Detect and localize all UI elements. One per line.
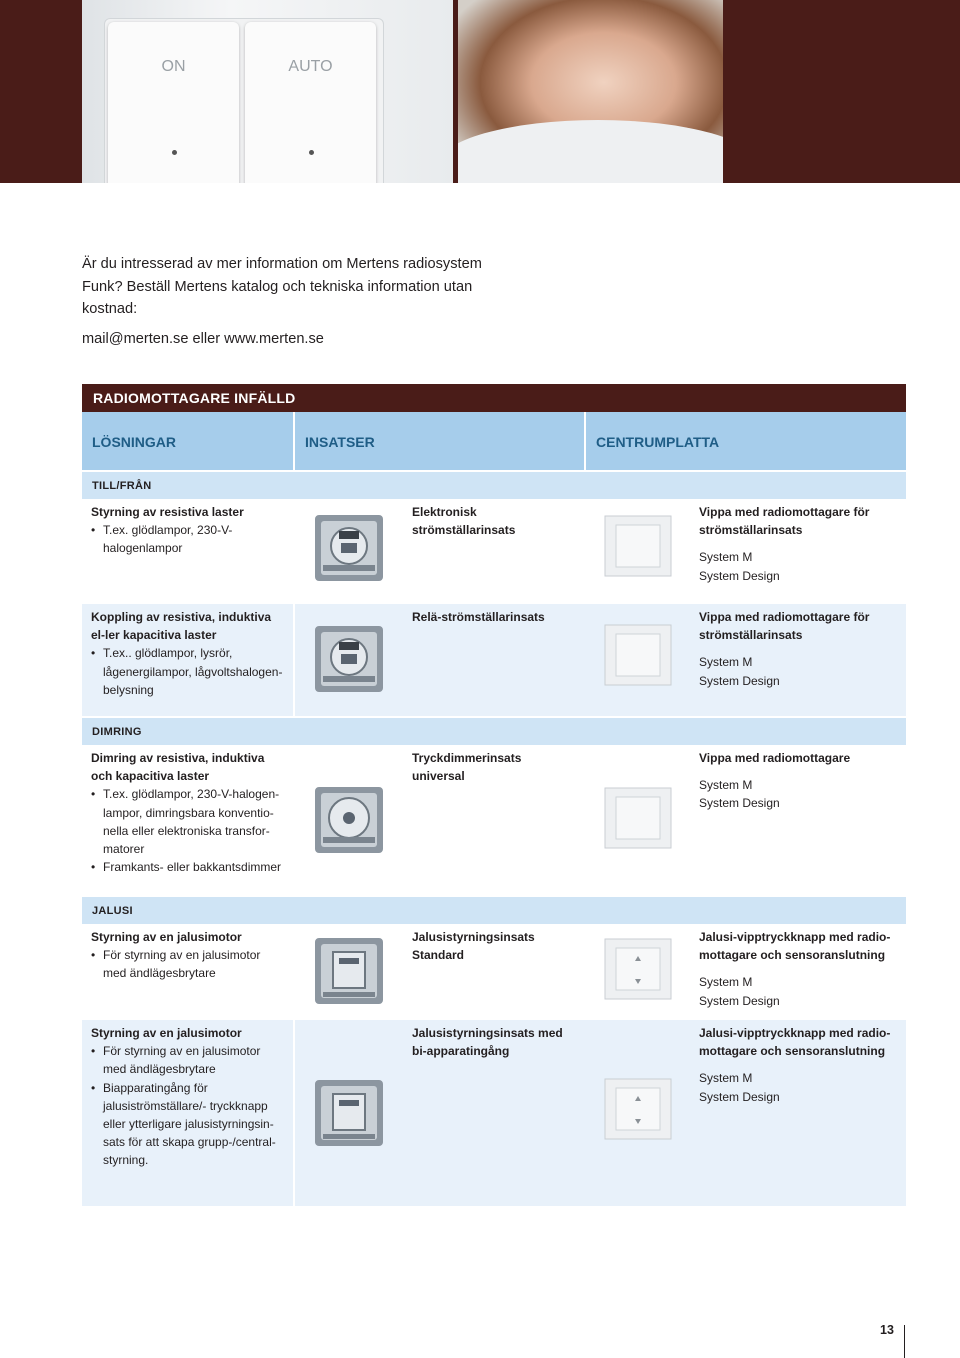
bullet-item: • T.ex. glödlampor, 230-V-halogen-lampor, dimringsbara konventio-nella eller elektroniska transfor-matorer: [103, 785, 284, 858]
spacer: [699, 964, 897, 973]
bullet-item: • Biapparatingång för jalusiströmställare/- tryckknapp eller ytterligare jalusistyrningsin-sats för att skapa grupp-/central-styrning.: [103, 1079, 284, 1170]
rocker-on-label: ON: [161, 58, 186, 75]
plate-cell: [690, 1020, 906, 1206]
solution-title: Styrning av en jalusimotor: [91, 1026, 242, 1040]
insert-name: Tryckdimmerinsats universal: [412, 751, 522, 784]
plate-system: System M: [699, 975, 753, 990]
page-number-rule: [904, 1325, 905, 1358]
solution-bullets: [91, 644, 284, 699]
led-dot: [309, 150, 314, 155]
page-number: 13: [880, 1323, 894, 1337]
bullet-item: • För styrning av en jalusimotor med ändlägesbrytare: [103, 1042, 284, 1078]
spacer: [699, 539, 897, 548]
dimmer-insert-image: [313, 785, 385, 855]
insert-image-cell: [295, 745, 403, 895]
plate-cell: [690, 924, 906, 1018]
insert-cell: [403, 1020, 586, 1206]
insert-cell: [403, 924, 586, 1018]
solution-bullets: [91, 521, 284, 557]
rocker-on: [108, 22, 239, 183]
plate-system: System M: [699, 655, 753, 670]
centre-plate-image: [604, 787, 672, 849]
section-header-till-fran: TILL/FRÅN: [82, 472, 906, 499]
table-title: RADIOMOTTAGARE INFÄLLD: [82, 384, 906, 412]
solution-bullets: [91, 946, 284, 982]
plate-title: Vippa med radiomottagare för strömställarinsats: [699, 610, 870, 643]
bullet-item: • Framkants- eller bakkantsdimmer: [103, 858, 284, 876]
plate-image-cell: [586, 499, 690, 602]
insert-image-cell: [295, 604, 403, 716]
insert-image-cell: [295, 499, 403, 602]
solution-title: Koppling av resistiva, induktiva el-ler kapacitiva laster: [91, 610, 272, 643]
solution-cell: [82, 1020, 293, 1206]
plate-title: Jalusi-vipptryckknapp med radio-mottagare och sensoranslutning: [699, 930, 891, 963]
plate-title: Jalusi-vipptryckknapp med radio-mottagare och sensoranslutning: [699, 1026, 891, 1059]
bullet-item: • T.ex.. glödlampor, lysrör, lågenergilampor, lågvoltshalogen-belysning: [103, 644, 284, 699]
intro-text: Är du intresserad av mer information om Mertens radiosystem Funk? Beställ Mertens katalog och tekniska information utan kostnad:: [82, 256, 482, 317]
portrait-photo: [458, 0, 723, 183]
relay-insert-image: [313, 624, 385, 694]
solution-cell: [82, 924, 293, 1018]
solution-cell: [82, 745, 293, 895]
plate-image-cell: [586, 1020, 690, 1206]
blind-plate-image: [604, 938, 672, 1000]
centre-plate-image: [604, 515, 672, 577]
solution-bullets: [91, 785, 284, 876]
switch-insert-image: [313, 513, 385, 583]
plate-title: Vippa med radiomottagare: [699, 751, 851, 765]
table-row: [82, 924, 906, 1018]
spacer: [699, 1060, 897, 1069]
insert-name: Jalusistyrningsinsats med bi-apparatingång: [412, 1026, 563, 1059]
solution-title: Dimring av resistiva, induktiva och kapacitiva laster: [91, 751, 265, 784]
plate-system: System Design: [699, 568, 780, 583]
insert-image-cell: [295, 924, 403, 1018]
blind-insert-image: [313, 936, 385, 1006]
solution-bullets: [91, 1042, 284, 1169]
section-header-dimring: DIMRING: [82, 718, 906, 745]
insert-image-cell: [295, 1020, 403, 1206]
bullet-item: • T.ex. glödlampor, 230-V-halogenlampor: [103, 521, 284, 557]
insert-cell: [403, 604, 586, 716]
table-row: [82, 745, 906, 895]
table-row: [82, 499, 906, 602]
rocker-auto: [245, 22, 376, 183]
spacer: [699, 767, 897, 776]
plate-system: System Design: [699, 1089, 780, 1104]
solution-title: Styrning av resistiva laster: [91, 505, 244, 519]
spacer: [699, 644, 897, 653]
column-header-losningar: LÖSNINGAR: [82, 412, 293, 470]
column-header-insatser: INSATSER: [295, 412, 584, 470]
plate-image-cell: [586, 924, 690, 1018]
solution-title: Styrning av en jalusimotor: [91, 930, 242, 944]
insert-cell: [403, 499, 586, 602]
plate-image-cell: [586, 604, 690, 716]
plate-system: System Design: [699, 993, 780, 1008]
insert-name: Jalusistyrningsinsats Standard: [412, 930, 535, 963]
plate-image-cell: [586, 745, 690, 895]
contact-line: mail@merten.se eller www.merten.se: [82, 331, 324, 347]
insert-name: Elektronisk strömställarinsats: [412, 505, 516, 538]
rocker-auto-label: AUTO: [288, 58, 333, 75]
solution-cell: [82, 499, 293, 602]
product-photo-switch: [82, 0, 453, 183]
blind-insert-image: [313, 1078, 385, 1148]
plate-system: System M: [699, 778, 753, 793]
column-header-centrumplatta: CENTRUMPLATTA: [586, 412, 906, 470]
blind-plate-image: [604, 1078, 672, 1140]
table-row: [82, 1020, 906, 1206]
table-row: [82, 604, 906, 716]
section-header-jalusi: JALUSI: [82, 897, 906, 924]
plate-cell: [690, 745, 906, 895]
plate-title: Vippa med radiomottagare för strömställarinsats: [699, 505, 870, 538]
bullet-item: • För styrning av en jalusimotor med ändlägesbrytare: [103, 946, 284, 982]
plate-system: System M: [699, 550, 753, 565]
centre-plate-image: [604, 624, 672, 686]
insert-name: Relä-strömställarinsats: [412, 610, 545, 624]
portrait-shirt: [458, 120, 723, 183]
led-dot: [172, 150, 177, 155]
plate-cell: [690, 604, 906, 716]
plate-system: System Design: [699, 796, 780, 811]
plate-system: System M: [699, 1071, 753, 1086]
insert-cell: [403, 745, 586, 895]
plate-cell: [690, 499, 906, 602]
plate-system: System Design: [699, 673, 780, 688]
solution-cell: [82, 604, 293, 716]
